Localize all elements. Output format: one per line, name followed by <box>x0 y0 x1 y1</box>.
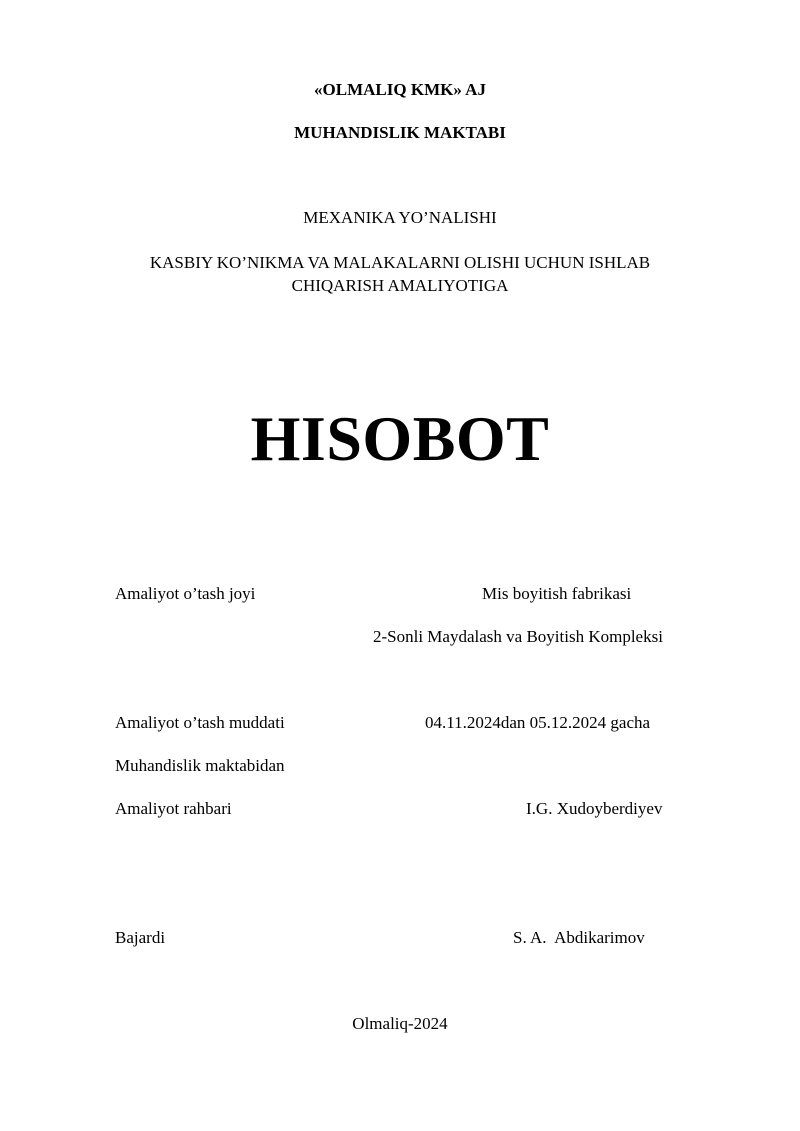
organization-heading: «OLMALIQ KMK» AJ <box>314 80 486 99</box>
place-value-1: Mis boyitish fabrikasi <box>482 584 632 603</box>
purpose-line-1: KASBIY KO’NIKMA VA MALAKALARNI OLISHI UCHUN ISHLAB <box>149 253 651 272</box>
footer-place-year: Olmaliq-2024 <box>352 1014 448 1033</box>
purpose-line-2: CHIQARISH AMALIYOTIGA <box>291 276 509 295</box>
document-title: HISOBOT <box>250 403 550 474</box>
direction-heading: MEXANIKA YO’NALISHI <box>303 208 497 227</box>
performer-value: S. A. Abdikarimov <box>513 928 645 947</box>
supervisor-label-2: Amaliyot rahbari <box>115 799 232 818</box>
school-heading: MUHANDISLIK MAKTABI <box>294 123 506 142</box>
period-label: Amaliyot o’tash muddati <box>115 713 285 732</box>
place-value-2: 2-Sonli Maydalash va Boyitish Kompleksi <box>373 627 663 646</box>
place-label: Amaliyot o’tash joyi <box>115 584 256 603</box>
supervisor-value: I.G. Xudoyberdiyev <box>526 799 663 818</box>
supervisor-label-1: Muhandislik maktabidan <box>115 756 285 775</box>
period-value: 04.11.2024dan 05.12.2024 gacha <box>425 713 651 732</box>
performer-label: Bajardi <box>115 928 166 947</box>
